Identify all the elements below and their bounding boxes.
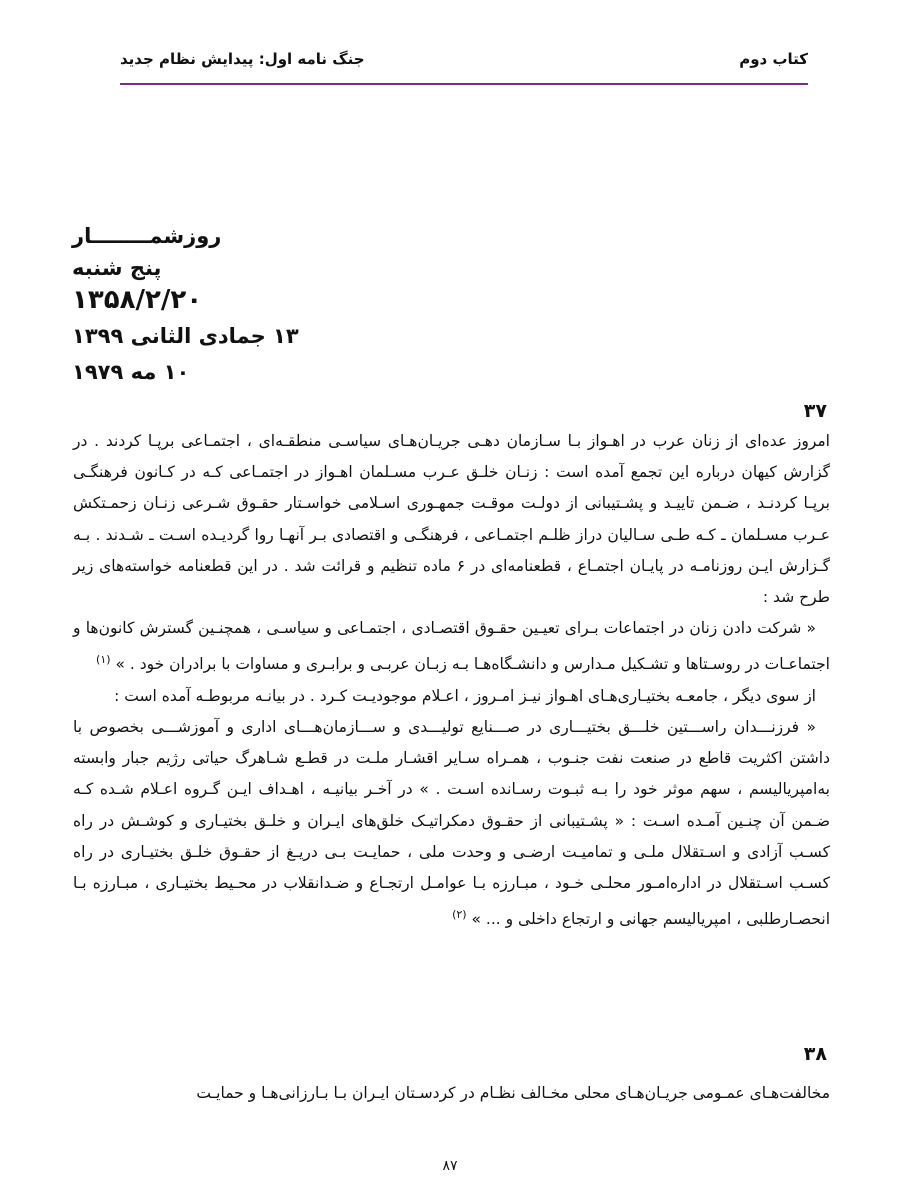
chronology-title: روزشمــــــــار <box>72 224 222 248</box>
paragraph-text: « شرکت دادن زنان در اجتماعات بـرای تعیـین حقـوق اقتصـادی ، اجتمـاعی و سیاسـی ، همچنـین گسترش کانون‌ها و اجتماعـات در روسـتاها و تشـکیل مـدارس و دانشـگاه‌هـا بـه زبـان عربـی و برابـری و مساوات با برادران خود . » <box>73 619 830 674</box>
paragraph-text: امروز عده‌ای از زنان عرب در اهـواز بـا سـازمان دهـی جریـان‌هـای سیاسـی منطقـه‌ای ، اجتمـاعی برپـا کردند . در گزارش کیهان درباره این تجمع آمده است : زنـان خلـق عـرب مسـلمان اهـواز در اجتمـاعی کـه در کـانون فرهنگـی برپـا کردنـد ، ضـمن تاییـد و پشـتیبانی از دولـت موقـت جمهـوری اسـلامی خواسـتار حقـوق شـرعی زنـان زحمـتکش عـرب مسـلمان ـ کـه طـی سـالیان دراز ظلـم اجتمـاعی ، فرهنگـی و اقتصادی بـر آنهـا روا گردیـده اسـت ـ شـدند . بـه گـزارش ایـن روزنامـه در پایـان اجتمـاع ، قطعنامه‌ای در ۶ ماده تنظیم و قرائت شد . در این قطعنامه خواسته‌های زیر طرح شد : <box>73 432 831 607</box>
paragraph <box>73 681 830 712</box>
paragraph <box>73 613 830 681</box>
footnote-reference: (۱) <box>96 653 111 667</box>
chronology-block <box>72 220 312 389</box>
chronology-date-hijri: ۱۳ جمادی الثانی ۱۳۹۹ <box>72 324 299 348</box>
paragraph <box>73 1078 830 1109</box>
paragraph-text: از سوی دیگر ، جامعـه بختیـاری‌هـای اهـواز نیـز امـروز ، اعـلام موجودیـت کـرد . در بیانـه مربوطـه آمده است : <box>114 686 816 705</box>
footnote-reference: (۲) <box>452 908 467 922</box>
running-header <box>120 50 808 72</box>
paragraph <box>73 712 830 936</box>
paragraph-text: « فرزنـــدان راســـتین خلـــق بختیـــاری در صـــنایع تولیـــدی و ســـازمان‌هـــای اداری و آموزشـــی بخصوص با داشتن اکثریت قاطع در صنعت نفت جنـوب ، همـراه سـایر اقشـار ملـت در قطـع شـاهرگ حیاتی رژیم جبار وابسته به‌امپریالیسم ، سهم موثر خود را بـه ثبـوت رسـانده اسـت . » در آخـر بیانیـه ، اهـداف ایـن گـروه اعـلام شـده کـه ضـمن آن چنـین آمـده اسـت : « پشـتیبانی از حقـوق دمکراتیـک خلق‌های ایـران و خلـق بختیـاری و کوشـش در راه کسـب آزادی و اسـتقلال ملـی و تمامیـت ارضـی و وحدت ملی ، حمایـت بـی دریـغ از حقـوق خلـق بختیـاری در راه کسـب اسـتقلال در اداره‌امـور محلـی خـود ، مبـارزه بـا عوامـل ارتجـاع و ضـدانقلاب در محـیط بختیـاری ، مبـارزه بـا انحصـارطلبی ، امپریالیسم جهانی و ارتجاع داخلی و ... » <box>73 717 830 929</box>
chapter-label: جنگ نامه اول: پیدایش نظام جدید <box>120 50 365 68</box>
chronology-weekday: پنج شنبه <box>72 256 162 280</box>
page-number: ۸۷ <box>442 1158 458 1174</box>
book-label: کتاب دوم <box>739 50 808 68</box>
paragraph <box>73 426 830 613</box>
paragraph-text: مخالفت‌هـای عمـومی جریـان‌هـای محلی مخـالف نظـام در کردسـتان ایـران بـا بـارزانی‌هـا و حمایـت <box>196 1084 830 1102</box>
section-number: ۳۸ <box>803 1043 827 1065</box>
section-body <box>73 426 830 936</box>
header-rule <box>120 83 808 85</box>
chronology-date-solar: ۱۳۵۸/۲/۲۰ <box>72 285 203 315</box>
chronology-date-gregorian: ۱۰ مه ۱۹۷۹ <box>72 360 190 384</box>
section-body <box>73 1078 830 1109</box>
section-number: ۳۷ <box>803 400 827 422</box>
